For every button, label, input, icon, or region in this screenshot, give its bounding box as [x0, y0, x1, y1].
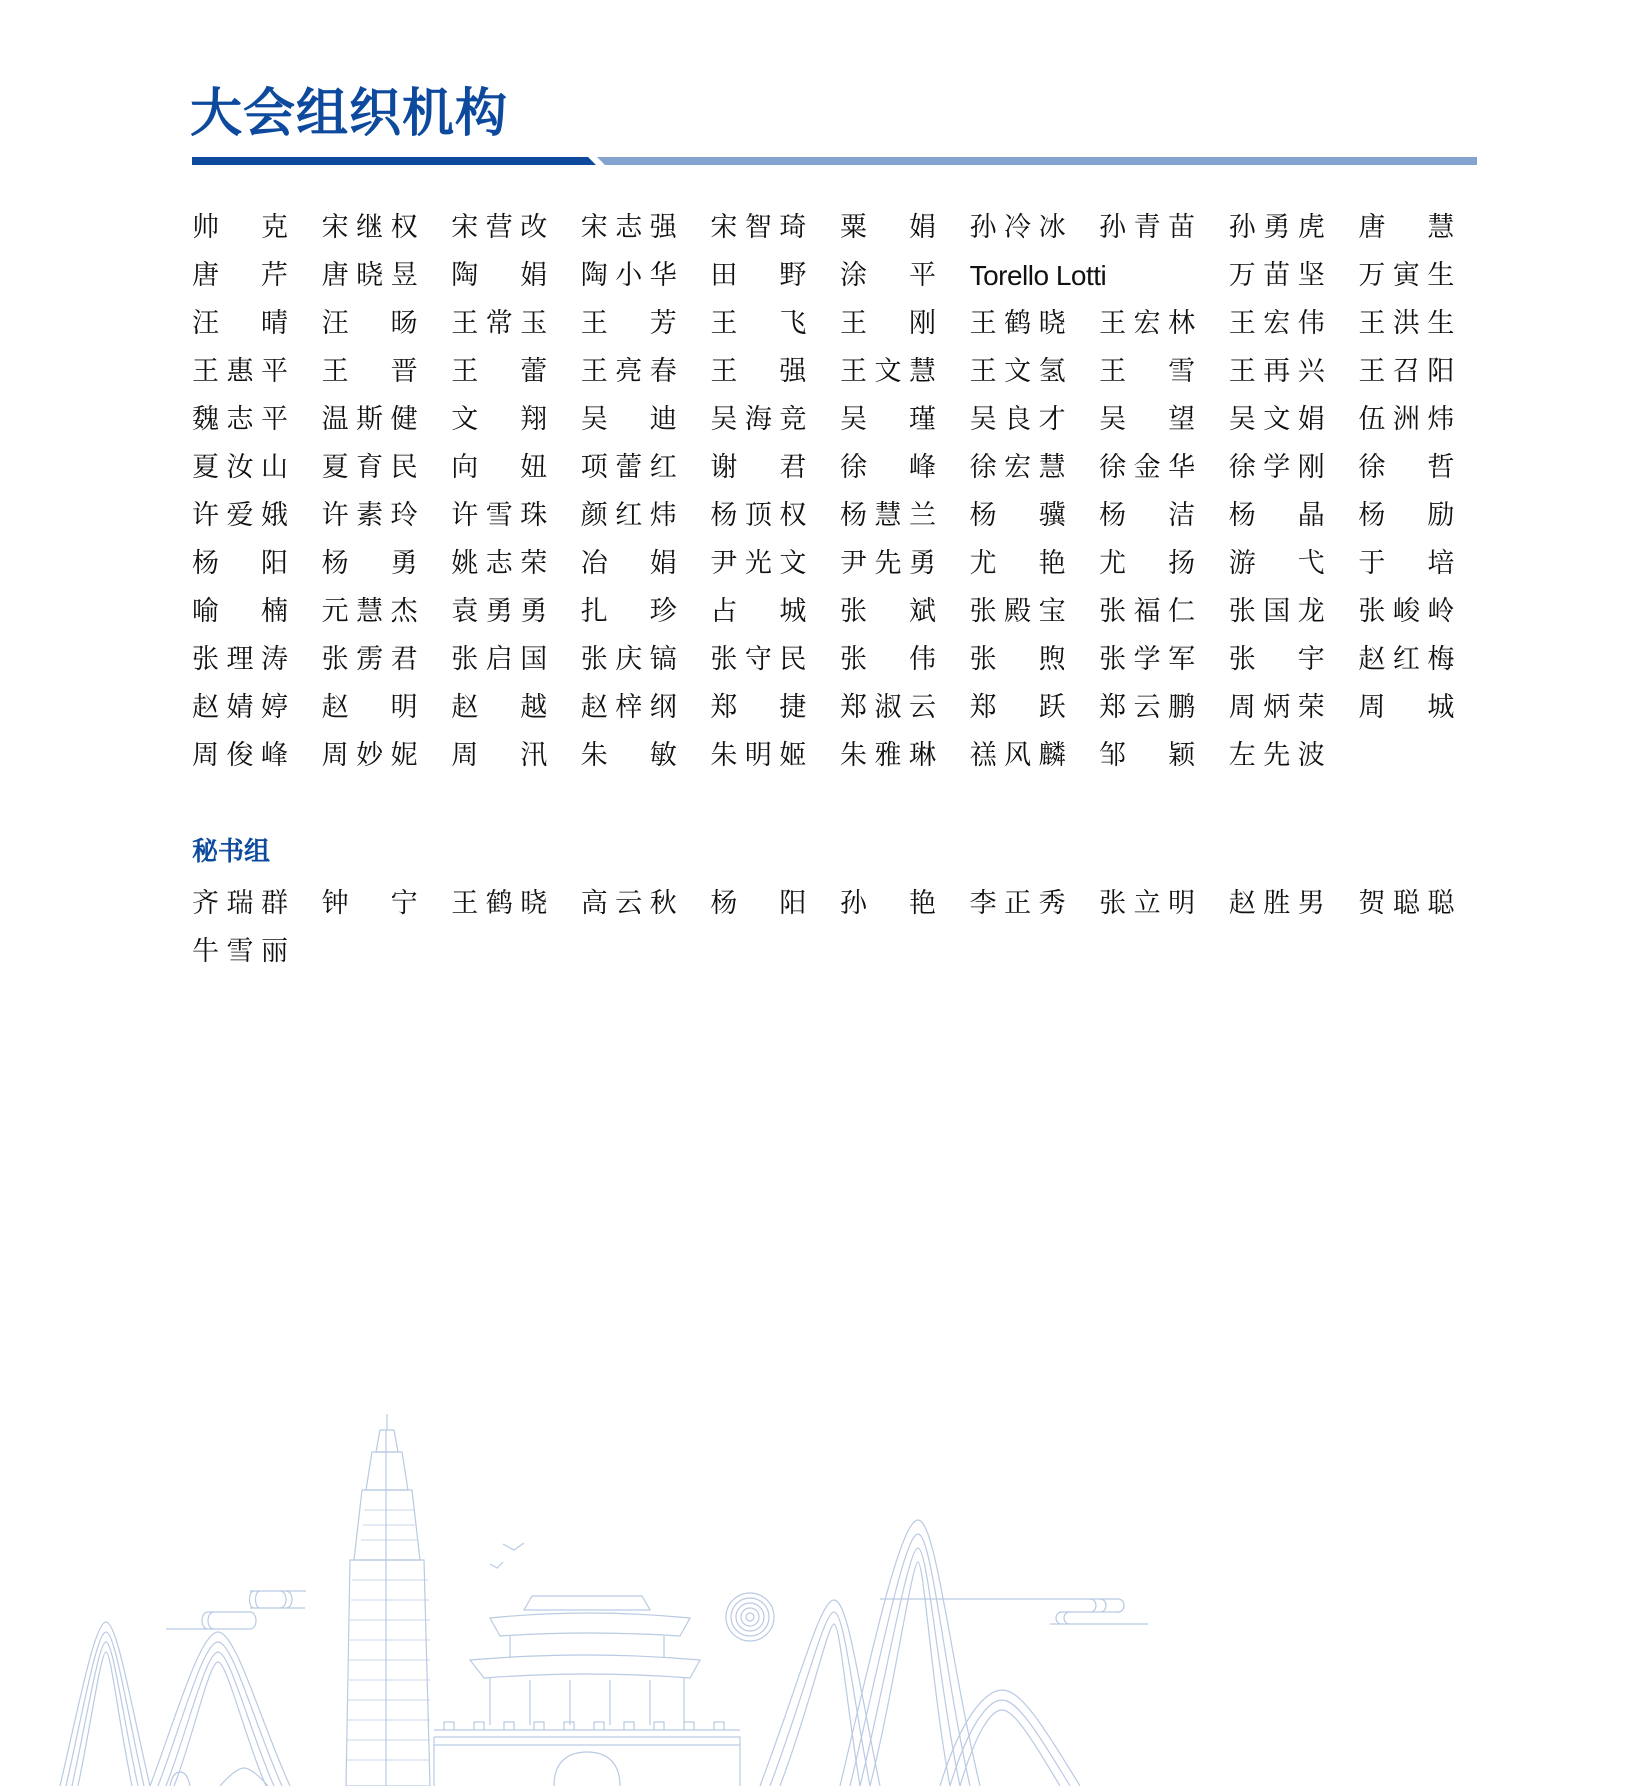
- member-name: 王 惠 平: [192, 356, 288, 387]
- cloud-left-icon: [166, 1591, 306, 1629]
- member-name: 杨 洁: [1099, 500, 1196, 531]
- member-name: 张 启 国: [451, 644, 548, 675]
- member-name: 杨 勇: [321, 548, 418, 579]
- member-name: 唐 慧: [1358, 212, 1455, 243]
- member-name: 王 蕾: [451, 356, 548, 387]
- title-underline-dark: [192, 157, 596, 165]
- city-skyline-illustration: [0, 1400, 1626, 1786]
- member-name: 王 常 玉: [451, 308, 548, 339]
- member-name: 于 培: [1358, 548, 1455, 579]
- member-name: 左 先 波: [1228, 740, 1325, 771]
- member-name: 宋 继 权: [321, 212, 418, 243]
- member-name: 伍 洲 炜: [1358, 404, 1455, 435]
- member-name: 王 刚: [839, 308, 936, 339]
- member-name: 徐 哲: [1358, 452, 1455, 483]
- sun-spiral-icon: [726, 1593, 774, 1641]
- member-name: 杨 阳: [192, 548, 288, 579]
- member-name: 王 强: [710, 356, 807, 387]
- member-name: 张 庆 镐: [580, 644, 677, 675]
- member-name: 赵 梓 纲: [580, 692, 677, 723]
- member-name: 占 城: [710, 596, 807, 627]
- section-title-secretariat: 秘书组: [192, 837, 271, 867]
- member-name: 禚 风 麟: [969, 740, 1066, 771]
- member-name: 吴 瑾: [839, 404, 936, 435]
- mountains-right-icon: [760, 1520, 1080, 1786]
- member-name: 魏 志 平: [192, 404, 288, 435]
- member-name: 汪 旸: [321, 308, 418, 339]
- member-name: 王 雪: [1099, 356, 1196, 387]
- title-underline: [192, 157, 1477, 165]
- member-name: 温 斯 健: [321, 404, 418, 435]
- member-name: 张 伟: [839, 644, 936, 675]
- member-name: 涂 平: [839, 260, 936, 291]
- member-name: 张 立 明: [1099, 888, 1196, 919]
- member-name: 扎 珍: [580, 596, 677, 627]
- member-name: 孙 勇 虎: [1228, 212, 1325, 243]
- member-name: 杨 顶 权: [710, 500, 807, 531]
- member-name: 游 弋: [1228, 548, 1325, 579]
- member-name: 郑 捷: [710, 692, 807, 723]
- member-name: 周 妙 妮: [321, 740, 418, 771]
- member-name: 周 炳 荣: [1228, 692, 1325, 723]
- member-name: 徐 宏 慧: [969, 452, 1066, 483]
- member-name: 李 正 秀: [969, 888, 1066, 919]
- hill-left-icon: [60, 1622, 290, 1786]
- member-name: 帅 克: [192, 212, 288, 243]
- member-name: 尹 先 勇: [839, 548, 936, 579]
- member-name: 张 煦: [969, 644, 1066, 675]
- member-name: 夏 育 民: [321, 452, 418, 483]
- member-name: 张 守 民: [710, 644, 807, 675]
- member-name: 赵 胜 男: [1228, 888, 1325, 919]
- member-name: 元 慧 杰: [321, 596, 418, 627]
- member-name: 王 文 慧: [839, 356, 936, 387]
- member-name: 杨 阳: [710, 888, 807, 919]
- member-name: 夏 汝 山: [192, 452, 288, 483]
- member-name: 孙 冷 冰: [969, 212, 1066, 243]
- member-name: 张 学 军: [1099, 644, 1196, 675]
- member-name: 郑 跃: [969, 692, 1066, 723]
- member-name: 吴 迪: [580, 404, 677, 435]
- member-name: 张 峻 岭: [1358, 596, 1455, 627]
- cloud-right-icon: [880, 1599, 1148, 1624]
- member-name: 钟 宁: [321, 888, 418, 919]
- member-name: 王 宏 林: [1099, 308, 1196, 339]
- member-name: 张 理 涛: [192, 644, 288, 675]
- member-name: 齐 瑞 群: [192, 888, 288, 919]
- member-name: 许 雪 珠: [451, 500, 548, 531]
- member-name: 喻 楠: [192, 596, 288, 627]
- member-name: 王 鹤 晓: [969, 308, 1066, 339]
- member-name: 冶 娟: [580, 548, 677, 579]
- member-name: 田 野: [710, 260, 807, 291]
- member-name: 牛 雪 丽: [192, 936, 288, 967]
- member-name: 杨 晶: [1228, 500, 1325, 531]
- member-name: 许 爱 娥: [192, 500, 288, 531]
- member-name: 周 城: [1358, 692, 1455, 723]
- member-name: 杨 慧 兰: [839, 500, 936, 531]
- member-name: 陶 小 华: [580, 260, 677, 291]
- member-name: 颜 红 炜: [580, 500, 677, 531]
- member-name: 宋 志 强: [580, 212, 677, 243]
- member-name: 项 蕾 红: [580, 452, 677, 483]
- member-name: 邹 颖: [1099, 740, 1196, 771]
- member-name: 吴 文 娟: [1228, 404, 1325, 435]
- member-name: 吴 海 竞: [710, 404, 807, 435]
- member-name: Torello Lotti: [969, 260, 1107, 291]
- member-name: 张 殿 宝: [969, 596, 1066, 627]
- member-name: 朱 雅 琳: [839, 740, 936, 771]
- member-name: 赵 明: [321, 692, 418, 723]
- member-name: 王 召 阳: [1358, 356, 1455, 387]
- member-name: 周 汛: [451, 740, 548, 771]
- member-name: 杨 骥: [969, 500, 1066, 531]
- member-name: 赵 越: [451, 692, 548, 723]
- member-name: 张 斌: [839, 596, 936, 627]
- member-name: 尤 扬: [1099, 548, 1196, 579]
- member-name: 粟 娟: [839, 212, 936, 243]
- member-name: 万 寅 生: [1358, 260, 1455, 291]
- member-name: 王 飞: [710, 308, 807, 339]
- member-name: 宋 智 琦: [710, 212, 807, 243]
- member-name: 吴 望: [1099, 404, 1196, 435]
- member-name: 宋 营 改: [451, 212, 548, 243]
- member-name: 尤 艳: [969, 548, 1066, 579]
- member-name: 周 俊 峰: [192, 740, 288, 771]
- member-name: 郑 淑 云: [839, 692, 936, 723]
- member-name: 王 芳: [580, 308, 677, 339]
- member-name: 王 文 氢: [969, 356, 1066, 387]
- skyscraper-icon: [346, 1414, 430, 1786]
- member-name: 王 鹤 晓: [451, 888, 548, 919]
- member-name: 王 晋: [321, 356, 418, 387]
- committee-member-grid: [192, 204, 1492, 780]
- member-name: 袁 勇 勇: [451, 596, 548, 627]
- member-name: 王 再 兴: [1228, 356, 1325, 387]
- member-name: 王 洪 生: [1358, 308, 1455, 339]
- member-name: 陶 娟: [451, 260, 548, 291]
- member-name: 朱 敏: [580, 740, 677, 771]
- member-name: 贺 聪 聪: [1358, 888, 1455, 919]
- member-name: 朱 明 姬: [710, 740, 807, 771]
- member-name: 徐 金 华: [1099, 452, 1196, 483]
- member-name: 张 国 龙: [1228, 596, 1325, 627]
- member-name: 许 素 玲: [321, 500, 418, 531]
- member-name: 孙 艳: [839, 888, 936, 919]
- member-name: 赵 婧 婷: [192, 692, 288, 723]
- member-name: 张 宇: [1228, 644, 1325, 675]
- member-name: 王 宏 伟: [1228, 308, 1325, 339]
- member-name: 姚 志 荣: [451, 548, 548, 579]
- bird-icon: [490, 1543, 524, 1568]
- member-name: 徐 峰: [839, 452, 936, 483]
- member-name: 孙 青 苗: [1099, 212, 1196, 243]
- member-name: 向 妞: [451, 452, 548, 483]
- member-name: 徐 学 刚: [1228, 452, 1325, 483]
- member-name: 唐 芹: [192, 260, 288, 291]
- secretariat-member-grid: [192, 880, 1492, 976]
- member-name: 汪 晴: [192, 308, 288, 339]
- member-name: 赵 红 梅: [1358, 644, 1455, 675]
- member-name: 唐 晓 昱: [321, 260, 418, 291]
- member-name: 高 云 秋: [580, 888, 677, 919]
- member-name: 杨 励: [1358, 500, 1455, 531]
- page-title: 大会组织机构: [190, 83, 509, 144]
- member-name: 尹 光 文: [710, 548, 807, 579]
- member-name: 万 苗 坚: [1228, 260, 1325, 291]
- city-gate-icon: [434, 1596, 740, 1786]
- member-name: 谢 君: [710, 452, 807, 483]
- member-name: 郑 云 鹏: [1099, 692, 1196, 723]
- member-name: 张 福 仁: [1099, 596, 1196, 627]
- member-name: 王 亮 春: [580, 356, 677, 387]
- title-underline-light: [597, 157, 1477, 165]
- member-name: 吴 良 才: [969, 404, 1066, 435]
- member-name: 文 翔: [451, 404, 548, 435]
- member-name: 张 雳 君: [321, 644, 418, 675]
